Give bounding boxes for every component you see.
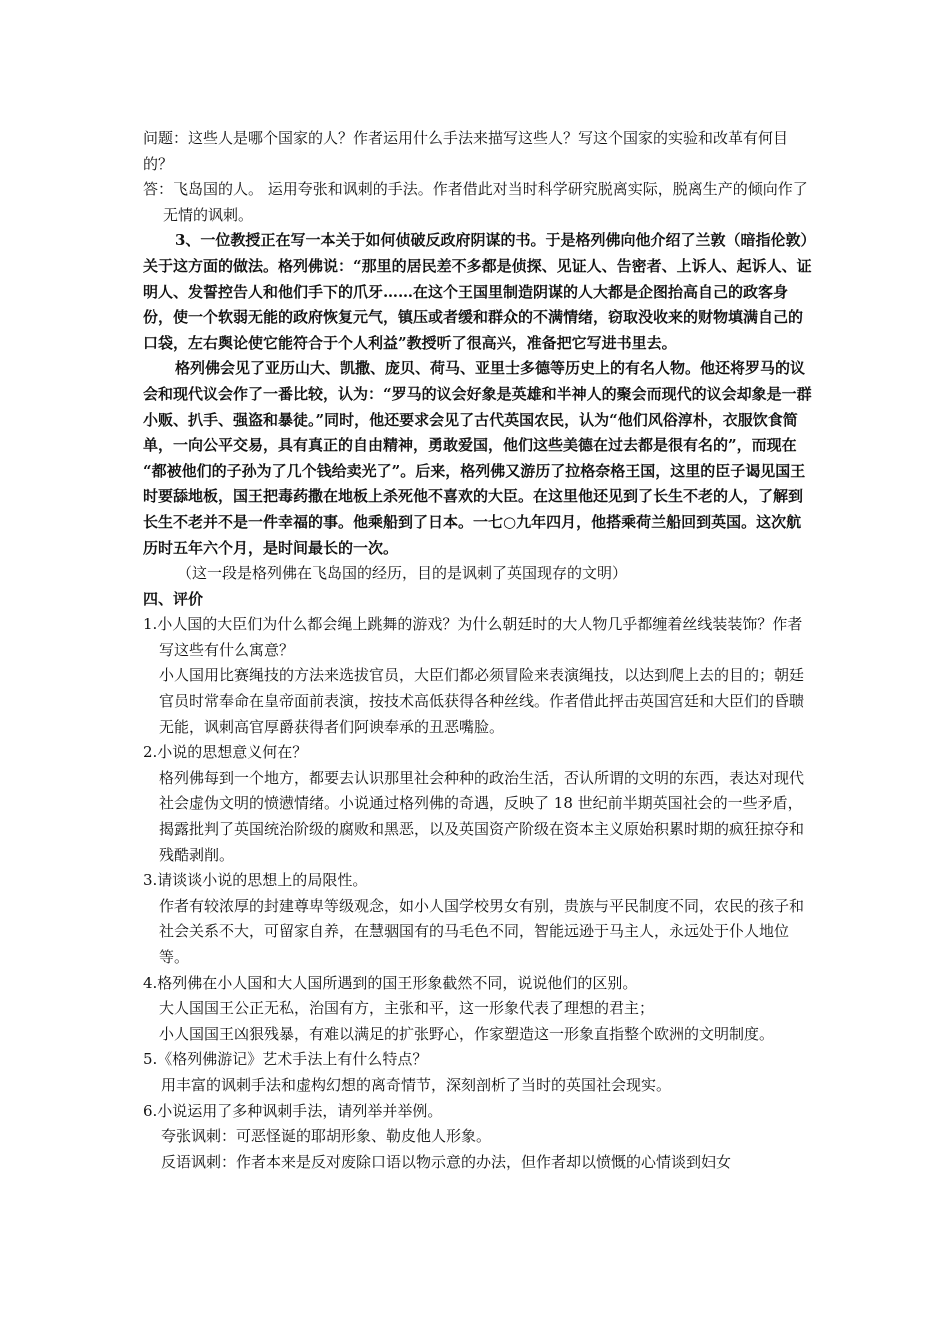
item-3-question: 3.请谈谈小说的思想上的局限性。 (143, 871, 368, 890)
question-text: 问题：这些人是哪个国家的人？作者运用什么手法来描写这些人？写这个国家的实验和改革有何目的？ (143, 129, 789, 173)
item-1-answer: 小人国用比赛绳技的方法来选拔官员，大臣们都必须冒险来表演绳技，以达到爬上去的目的；朝廷官员时常奉命在皇帝面前表演，按技术高低获得各种丝线。作者借此抨击英国宫廷和大臣们的昏聩无能，讽刺高官厚爵获得者们阿谀奉承的丑恶嘴脸。 (159, 666, 805, 736)
item-4-answer-1: 大人国国王公正无私，治国有方，主张和平，这一形象代表了理想的君主； (159, 999, 655, 1018)
note-text: （这一段是格列佛在飞岛国的经历，目的是讽刺了英国现存的文明） (177, 564, 628, 583)
bold-paragraph-1: 3、一位教授正在写一本关于如何侦破反政府阴谋的书。于是格列佛向他介绍了兰敦（暗指伦敦）关于这方面的做法。格列佛说：“那里的居民差不多都是侦探、见证人、告密者、上诉人、起诉人、证明人、发誓控告人和他们手下的爪牙……在这个王国里制造阴谋的人大都是企图抬高自己的政客身份，使一个软弱无能的政府恢复元气，镇压或者缓和群众的不满情绪，窃取没收来的财物填满自己的口袋，左右舆论使它能符合于个人利益”教授听了很高兴，准备把它写进书里去。 (143, 231, 812, 352)
item-1-question: 1.小人国的大臣们为什么都会绳上跳舞的游戏？为什么朝廷时的大人物几乎都缠着丝线装装饰？作者写这些有什么寓意？ (143, 615, 803, 659)
item-5-question: 5.《格列佛游记》艺术手法上有什么特点？ (143, 1050, 428, 1069)
item-6-answer-2: 反语讽刺：作者本来是反对废除口语以物示意的办法，但作者却以愤慨的心情谈到妇女 (161, 1152, 732, 1171)
item-3-answer: 作者有较浓厚的封建尊卑等级观念，如小人国学校男女有别，贵族与平民制度不同，农民的孩子和社会关系不大，可留家自养，在慧骃国有的马毛色不同，智能远逊于马主人，永远处于仆人地位等。 (159, 896, 805, 966)
bold-paragraph-2: 格列佛会见了亚历山大、凯撒、庞贝、荷马、亚里士多德等历史上的有名人物。他还将罗马的议会和现代议会作了一番比较，认为：“罗马的议会好象是英雄和半神人的聚会而现代的议会却象是一群小贩、扒手、强盗和暴徒。”同时，他还要求会见了古代英国农民，认为“他们风俗淳朴，衣服饮食简单，一向公平交易，具有真正的自由精神，勇敢爱国，他们这些美德在过去都是很有名的”，而现在 “都被他们的子孙为了几个钱给卖光了”。后来，格列佛又游历了拉格奈格王国，这里的臣子谒见国王时要舔地板，国王把毒药撒在地板上杀死他不喜欢的大臣。在这里他还见到了长生不老的人，了解到长生不老并不是一件幸福的事。他乘船到了日本。一七○九年四月，他搭乘荷兰船回到英国。这次航历时五年六个月，是时间最长的一次。 (143, 359, 812, 557)
item-6-answer-1: 夸张讽刺：可恶怪诞的耶胡形象、勒皮他人形象。 (161, 1127, 492, 1146)
item-2-question: 2.小说的思想意义何在？ (143, 743, 308, 762)
answer-text: 答：飞岛国的人。 运用夸张和讽刺的手法。作者借此对当时科学研究脱离实际，脱离生产的倾向作了无情的讽刺。 (143, 180, 808, 224)
item-4-answer-2: 小人国国王凶狠残暴，有难以满足的扩张野心，作家塑造这一形象直指整个欧洲的文明制度。 (159, 1024, 775, 1043)
item-5-answer: 用丰富的讽刺手法和虚构幻想的离奇情节，深刻剖析了当时的英国社会现实。 (161, 1075, 672, 1094)
item-6-question: 6.小说运用了多种讽刺手法，请列举并举例。 (143, 1101, 443, 1120)
item-2-answer: 格列佛每到一个地方，都要去认识那里社会种种的政治生活，否认所谓的文明的东西，表达对现代社会虚伪文明的愤懑情绪。小说通过格列佛的奇遇，反映了 18 世纪前半期英国社会的一些矛盾，揭露批判了英国统治阶级的腐败和黑恶，以及英国资产阶级在资本主义原始积累时期的疯狂掠夺和残酷剥削。 (159, 768, 805, 864)
section-title: 四、评价 (143, 589, 204, 608)
item-4-question: 4.格列佛在小人国和大人国所遇到的国王形象截然不同，说说他们的区别。 (143, 973, 638, 992)
